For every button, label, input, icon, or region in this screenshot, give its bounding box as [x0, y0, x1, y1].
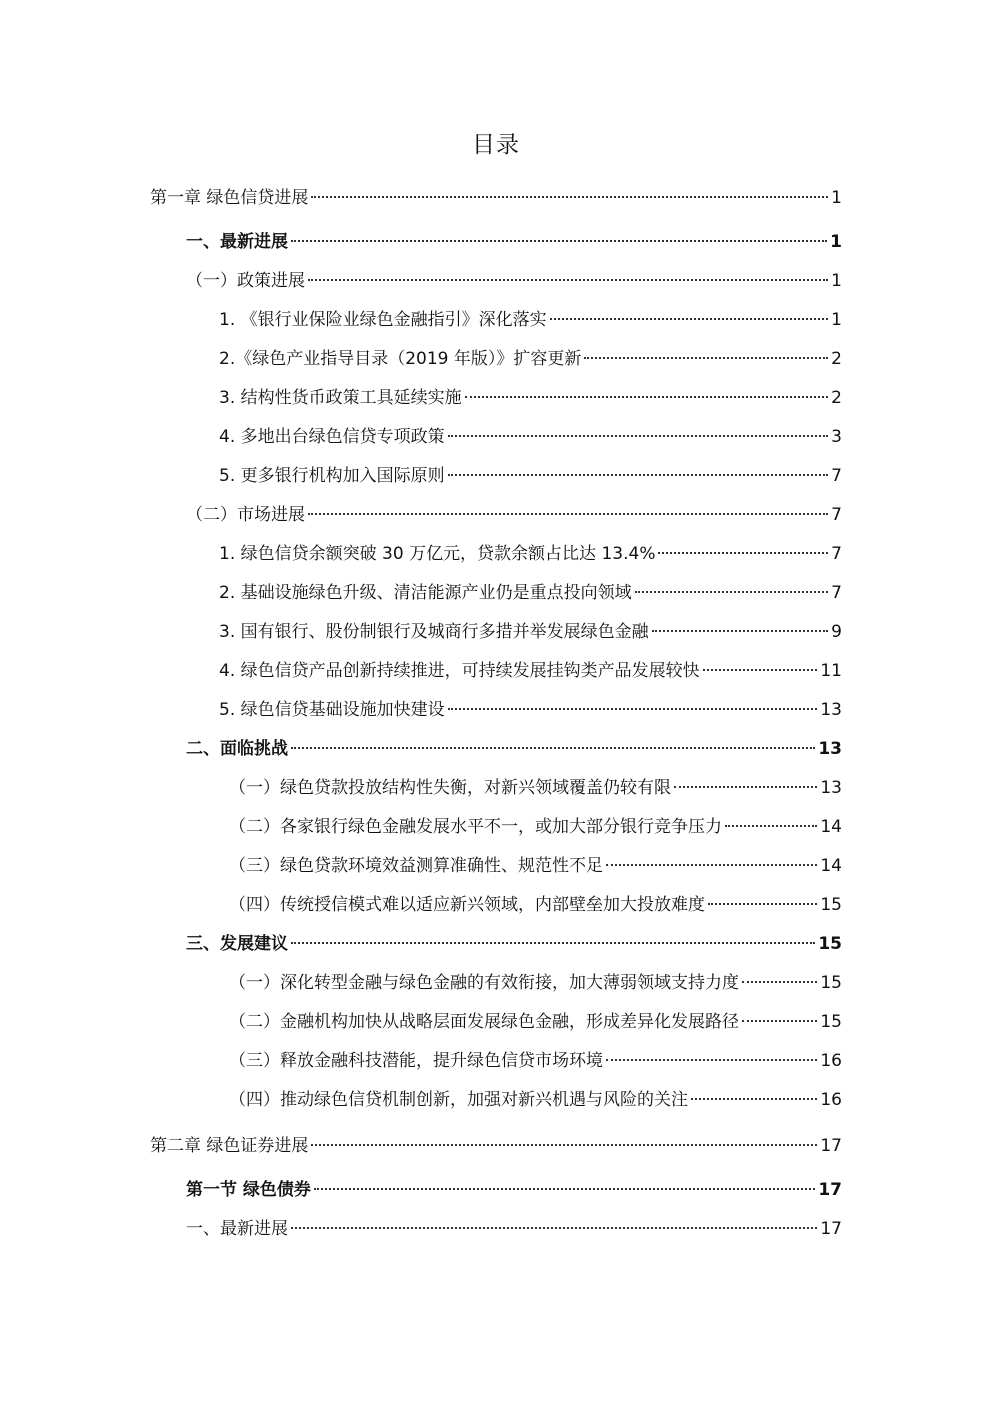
- toc-entry-page-number: 13: [820, 778, 842, 798]
- toc-entry[interactable]: [186, 931, 842, 957]
- toc-dot-leader: [742, 1020, 817, 1022]
- toc-entry[interactable]: [186, 502, 842, 528]
- toc-entry-page-number: 2: [831, 349, 842, 369]
- toc-entry[interactable]: [219, 463, 842, 489]
- toc-entry-page-number: 9: [831, 622, 842, 642]
- toc-entry-label: （四）推动绿色信贷机制创新，加强对新兴机遇与风险的关注: [229, 1090, 688, 1110]
- toc-entry-page-number: 2: [831, 388, 842, 408]
- toc-entry-page-number: 1: [831, 271, 842, 291]
- toc-dot-leader: [291, 942, 815, 944]
- toc-entry-page-number: 15: [820, 973, 842, 993]
- toc-entry-page-number: 16: [820, 1051, 842, 1071]
- toc-entry-page-number: 15: [820, 895, 842, 915]
- toc-entry-page-number: 1: [830, 232, 842, 252]
- toc-entry[interactable]: [186, 1216, 842, 1242]
- toc-entry[interactable]: [229, 970, 842, 996]
- toc-dot-leader: [606, 1059, 817, 1061]
- toc-dot-leader: [448, 708, 818, 710]
- toc-entry-page-number: 17: [820, 1136, 842, 1156]
- toc-entry-page-number: 1: [831, 310, 842, 330]
- toc-entry-label: 5. 绿色信贷基础设施加快建设: [219, 700, 445, 720]
- toc-dot-leader: [708, 903, 817, 905]
- toc-entry-page-number: 7: [831, 583, 842, 603]
- toc-dot-leader: [550, 318, 829, 320]
- toc-dot-leader: [291, 1227, 817, 1229]
- toc-entry-label: 第一节 绿色债券: [186, 1180, 311, 1200]
- toc-dot-leader: [314, 1188, 815, 1190]
- toc-entry-page-number: 16: [820, 1090, 842, 1110]
- toc-dot-leader: [465, 396, 829, 398]
- toc-entry-label: 一、最新进展: [186, 1219, 288, 1239]
- toc-dot-leader: [725, 825, 817, 827]
- toc-entry[interactable]: [150, 185, 842, 211]
- toc-entry-label: 第一章 绿色信贷进展: [150, 188, 309, 208]
- toc-entry[interactable]: [229, 1048, 842, 1074]
- toc-dot-leader: [291, 747, 815, 749]
- toc-dot-leader: [584, 357, 828, 359]
- toc-entry[interactable]: [219, 424, 842, 450]
- toc-dot-leader: [606, 864, 817, 866]
- toc-entry-page-number: 13: [820, 700, 842, 720]
- toc-entry-label: 第二章 绿色证券进展: [150, 1136, 309, 1156]
- toc-dot-leader: [674, 786, 817, 788]
- toc-entry-label: （四）传统授信模式难以适应新兴领域，内部壁垒加大投放难度: [229, 895, 705, 915]
- toc-entry-label: 一、最新进展: [186, 232, 288, 252]
- page-title: 目录: [472, 132, 520, 158]
- toc-entry-page-number: 3: [831, 427, 842, 447]
- toc-entry[interactable]: [229, 775, 842, 801]
- toc-entry[interactable]: [219, 580, 842, 606]
- toc-entry[interactable]: [219, 658, 842, 684]
- toc-entry-label: （三）释放金融科技潜能，提升绿色信贷市场环境: [229, 1051, 603, 1071]
- toc-entry[interactable]: [229, 1087, 842, 1113]
- toc-dot-leader: [691, 1098, 817, 1100]
- toc-entry[interactable]: [186, 268, 842, 294]
- toc-entry[interactable]: [229, 853, 842, 879]
- toc-entry-label: 4. 绿色信贷产品创新持续推进，可持续发展挂钩类产品发展较快: [219, 661, 700, 681]
- toc-entry-label: 三、发展建议: [186, 934, 288, 954]
- toc-entry-label: （二）市场进展: [186, 505, 305, 525]
- toc-dot-leader: [703, 669, 818, 671]
- toc-dot-leader: [311, 196, 828, 198]
- toc-entry[interactable]: [186, 736, 842, 762]
- toc-entry[interactable]: [150, 1133, 842, 1159]
- toc-entry-page-number: 14: [820, 817, 842, 837]
- toc-entry-page-number: 17: [820, 1219, 842, 1239]
- toc-entry[interactable]: [186, 229, 842, 255]
- toc-entry-page-number: 14: [820, 856, 842, 876]
- toc-entry[interactable]: [219, 697, 842, 723]
- toc-dot-leader: [658, 552, 828, 554]
- toc-entry-label: 3. 国有银行、股份制银行及城商行多措并举发展绿色金融: [219, 622, 649, 642]
- toc-dot-leader: [742, 981, 817, 983]
- toc-entry-page-number: 7: [831, 466, 842, 486]
- toc-entry-label: （二）各家银行绿色金融发展水平不一，或加大部分银行竞争压力: [229, 817, 722, 837]
- toc-entry-label: 4. 多地出台绿色信贷专项政策: [219, 427, 445, 447]
- toc-entry[interactable]: [186, 1177, 842, 1203]
- toc-entry-label: 2. 基础设施绿色升级、清洁能源产业仍是重点投向领域: [219, 583, 632, 603]
- toc-entry-page-number: 11: [820, 661, 842, 681]
- toc-entry-page-number: 15: [820, 1012, 842, 1032]
- toc-entry-label: 3. 结构性货币政策工具延续实施: [219, 388, 462, 408]
- toc-entry-page-number: 1: [831, 188, 842, 208]
- toc-entry-label: 二、面临挑战: [186, 739, 288, 759]
- toc-dot-leader: [291, 240, 827, 242]
- toc-dot-leader: [635, 591, 829, 593]
- toc-dot-leader: [448, 474, 829, 476]
- toc-entry-label: 1. 《银行业保险业绿色金融指引》深化落实: [219, 310, 547, 330]
- toc-dot-leader: [308, 513, 828, 515]
- toc-entry-label: （一）政策进展: [186, 271, 305, 291]
- toc-dot-leader: [652, 630, 829, 632]
- toc-entry[interactable]: [229, 1009, 842, 1035]
- toc-entry[interactable]: [229, 814, 842, 840]
- toc-entry-label: （三）绿色贷款环境效益测算准确性、规范性不足: [229, 856, 603, 876]
- toc-entry-page-number: 7: [831, 505, 842, 525]
- toc-entry-label: （一）绿色贷款投放结构性失衡，对新兴领域覆盖仍较有限: [229, 778, 671, 798]
- toc-entry[interactable]: [219, 307, 842, 333]
- toc-entry[interactable]: [219, 541, 842, 567]
- toc-entry[interactable]: [219, 619, 842, 645]
- toc-entry[interactable]: [219, 346, 842, 372]
- toc-entry[interactable]: [219, 385, 842, 411]
- toc-entry-page-number: 17: [818, 1180, 842, 1200]
- toc-dot-leader: [308, 279, 828, 281]
- toc-entry-label: 5. 更多银行机构加入国际原则: [219, 466, 445, 486]
- toc-entry-label: （一）深化转型金融与绿色金融的有效衔接，加大薄弱领域支持力度: [229, 973, 739, 993]
- toc-entry-page-number: 7: [831, 544, 842, 564]
- toc-entry[interactable]: [229, 892, 842, 918]
- toc-entry-label: 2.《绿色产业指导目录（2019 年版）》扩容更新: [219, 349, 582, 369]
- toc-entry-page-number: 13: [818, 739, 842, 759]
- toc-entry-label: 1. 绿色信贷余额突破 30 万亿元，贷款余额占比达 13.4%: [219, 544, 656, 564]
- toc-entry-page-number: 15: [818, 934, 842, 954]
- toc-dot-leader: [448, 435, 829, 437]
- toc-entry-label: （二）金融机构加快从战略层面发展绿色金融，形成差异化发展路径: [229, 1012, 739, 1032]
- toc-dot-leader: [311, 1144, 817, 1146]
